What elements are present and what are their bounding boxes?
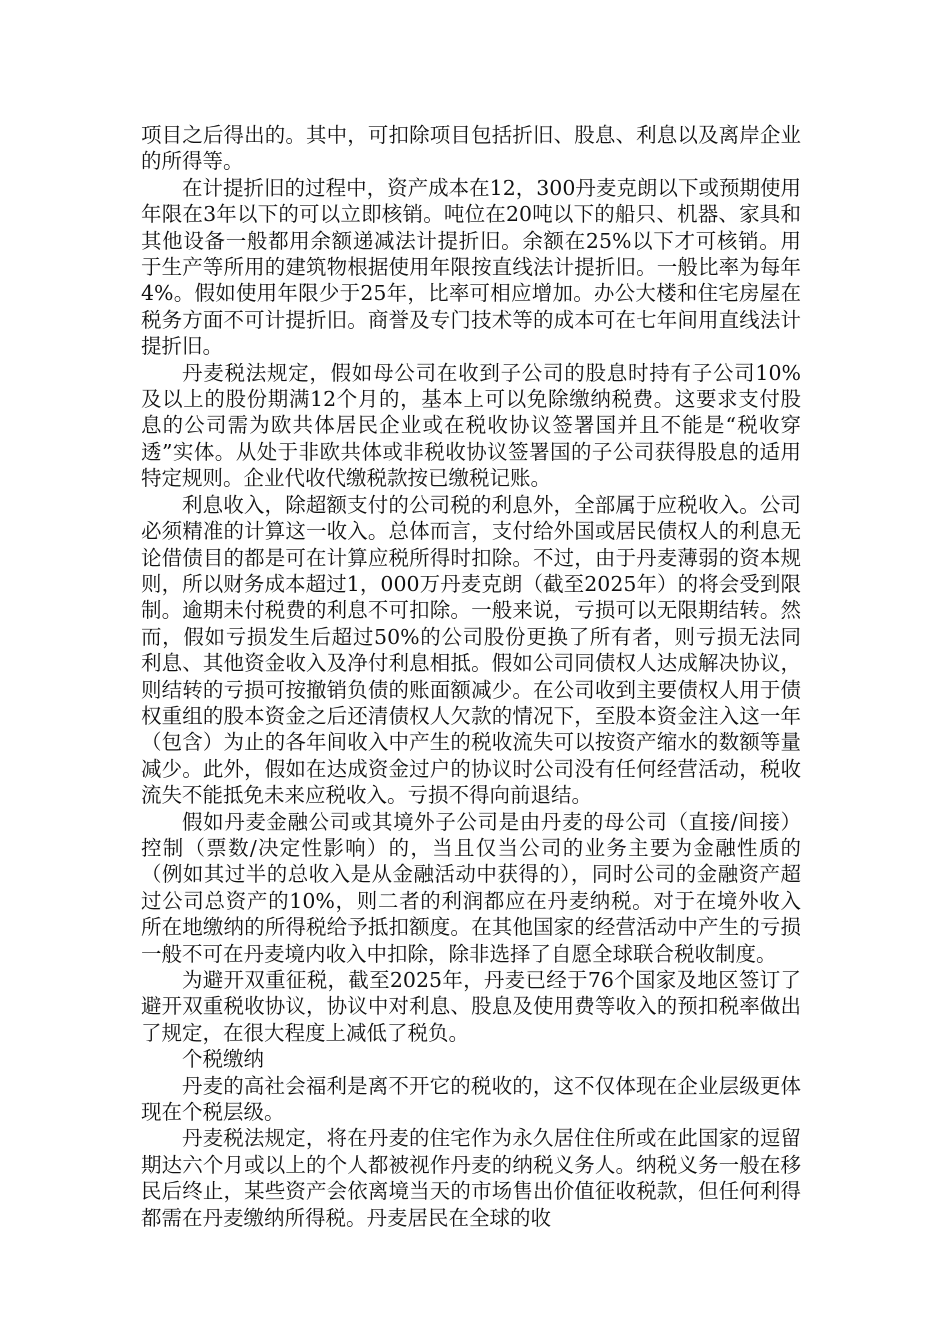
paragraph-double-taxation: 为避开双重征税，截至2025年，丹麦已经于76个国家及地区签订了避开双重税收协议，协议中对利息、股息及使用费等收入的预扣税率做出了规定，在很大程度上减低了税负。: [141, 968, 801, 1045]
paragraph-dividends: 丹麦税法规定，假如母公司在收到子公司的股息时持有子公司10%及以上的股份期满12个月的，基本上可以免除缴纳税费。这要求支付股息的公司需为欧共体居民企业或在税收协议签署国并且不能是“税收穿透”实体。从处于非欧共体或非税收协议签署国的子公司获得股息的适用特定规则。企业代收代缴税款按已缴税记账。: [141, 360, 801, 491]
paragraph-continuation: 项目之后得出的。其中，可扣除项目包括折旧、股息、利息以及离岸企业的所得等。: [141, 123, 801, 174]
document-page: [141, 122, 801, 1231]
paragraph-interest-income: 利息收入，除超额支付的公司税的利息外，全部属于应税收入。公司必须精准的计算这一收入。总体而言，支付给外国或居民债权人的利息无论借债目的都是可在计算应税所得时扣除。不过，由于丹麦薄弱的资本规则，所以财务成本超过1，000万丹麦克朗（截至2025年）的将会受到限制。逾期未付税费的利息不可扣除。一般来说，亏损可以无限期结转。然而，假如亏损发生后超过50%的公司股份更换了所有者，则亏损无法同利息、其他资金收入及净付利息相抵。假如公司同债权人达成解决协议，则结转的亏损可按撤销负债的账面额减少。在公司收到主要债权人用于债权重组的股本资金之后还清债权人欠款的情况下，至股本资金注入这一年（包含）为止的各年间收入中产生的税收流失可以按资产缩水的数额等量减少。此外，假如在达成资金过户的协议时公司没有任何经营活动，税收流失不能抵免未来应税收入。亏损不得向前退结。: [141, 492, 801, 808]
paragraph-depreciation: 在计提折旧的过程中，资产成本在12，300丹麦克朗以下或预期使用年限在3年以下的可以立即核销。吨位在20吨以下的船只、机器、家具和其他设备一般都用余额递减法计提折旧。余额在25%以下才可核销。用于生产等所用的建筑物根据使用年限按直线法计提折旧。一般比率为每年4%。假如使用年限少于25年，比率可相应增加。办公大楼和住宅房屋在税务方面不可计提折旧。商誉及专门技术等的成本可在七年间用直线法计提折旧。: [141, 175, 801, 359]
paragraph-tax-residency: 丹麦税法规定，将在丹麦的住宅作为永久居住住所或在此国家的逗留期达六个月或以上的个人都被视作丹麦的纳税义务人。纳税义务一般在移民后终止，某些资产会依离境当天的市场售出价值征收税款，但任何利得都需在丹麦缴纳所得税。丹麦居民在全球的收: [141, 1126, 801, 1230]
section-heading-personal-tax: 个税缴纳: [182, 1047, 264, 1072]
paragraph-financial-company: 假如丹麦金融公司或其境外子公司是由丹麦的母公司（直接/间接）控制（票数/决定性影响）的，当且仅当公司的业务主要为金融性质的（例如其过半的总收入是从金融活动中获得的），同时公司的金融资产超过公司总资产的10%，则二者的利润都应在丹麦纳税。对于在境外收入所在地缴纳的所得税给予抵扣额度。在其他国家的经营活动中产生的亏损一般不可在丹麦境内收入中扣除，除非选择了自愿全球联合税收制度。: [141, 809, 801, 966]
paragraph-social-welfare: 丹麦的高社会福利是离不开它的税收的，这不仅体现在企业层级更体现在个税层级。: [141, 1073, 801, 1125]
